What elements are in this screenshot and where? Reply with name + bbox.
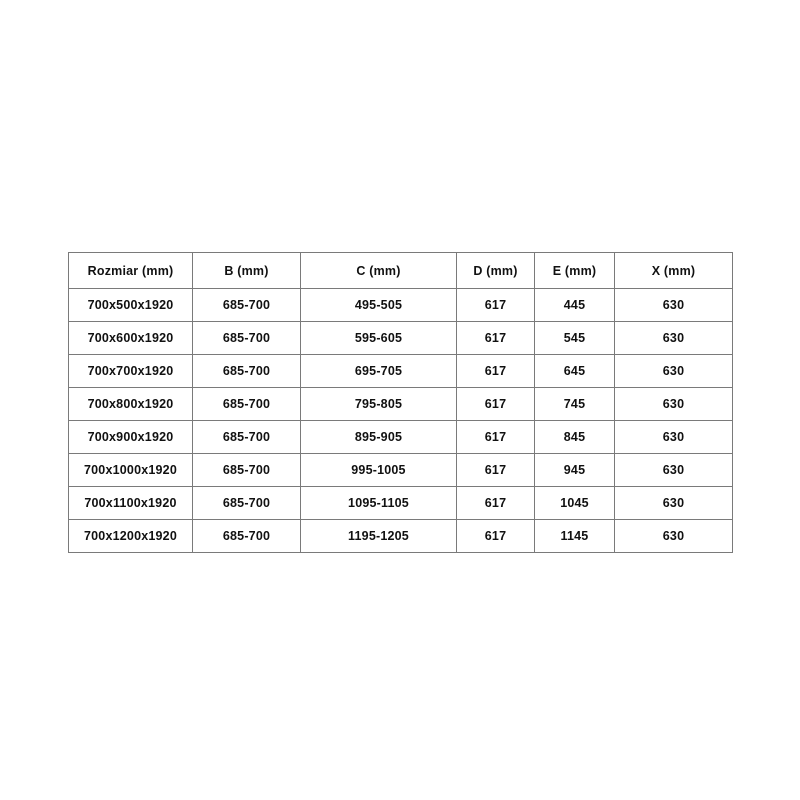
cell-rozmiar: 700x1100x1920 <box>69 487 193 520</box>
cell-e: 645 <box>535 355 615 388</box>
table-row <box>69 520 733 553</box>
cell-x: 630 <box>615 289 733 322</box>
cell-d: 617 <box>457 421 535 454</box>
cell-x: 630 <box>615 322 733 355</box>
cell-d: 617 <box>457 289 535 322</box>
cell-rozmiar: 700x1000x1920 <box>69 454 193 487</box>
cell-c: 495-505 <box>301 289 457 322</box>
table-row <box>69 454 733 487</box>
table-row <box>69 421 733 454</box>
cell-b: 685-700 <box>193 355 301 388</box>
cell-d: 617 <box>457 388 535 421</box>
column-header-rozmiar: Rozmiar (mm) <box>69 253 193 289</box>
cell-d: 617 <box>457 520 535 553</box>
cell-rozmiar: 700x1200x1920 <box>69 520 193 553</box>
cell-c: 1095-1105 <box>301 487 457 520</box>
cell-c: 595-605 <box>301 322 457 355</box>
cell-b: 685-700 <box>193 454 301 487</box>
cell-b: 685-700 <box>193 421 301 454</box>
cell-c: 895-905 <box>301 421 457 454</box>
cell-d: 617 <box>457 454 535 487</box>
cell-x: 630 <box>615 520 733 553</box>
cell-rozmiar: 700x500x1920 <box>69 289 193 322</box>
table-body <box>69 289 733 553</box>
column-header-d: D (mm) <box>457 253 535 289</box>
column-header-c: C (mm) <box>301 253 457 289</box>
cell-x: 630 <box>615 388 733 421</box>
cell-e: 445 <box>535 289 615 322</box>
cell-rozmiar: 700x800x1920 <box>69 388 193 421</box>
cell-e: 545 <box>535 322 615 355</box>
cell-d: 617 <box>457 322 535 355</box>
cell-x: 630 <box>615 454 733 487</box>
cell-c: 995-1005 <box>301 454 457 487</box>
cell-b: 685-700 <box>193 388 301 421</box>
column-header-e: E (mm) <box>535 253 615 289</box>
cell-x: 630 <box>615 421 733 454</box>
cell-c: 1195-1205 <box>301 520 457 553</box>
cell-d: 617 <box>457 355 535 388</box>
cell-rozmiar: 700x700x1920 <box>69 355 193 388</box>
specification-table-container <box>68 252 732 553</box>
cell-rozmiar: 700x600x1920 <box>69 322 193 355</box>
cell-e: 1045 <box>535 487 615 520</box>
table-row <box>69 487 733 520</box>
cell-b: 685-700 <box>193 520 301 553</box>
cell-rozmiar: 700x900x1920 <box>69 421 193 454</box>
table-row <box>69 289 733 322</box>
table-header-row <box>69 253 733 289</box>
cell-c: 795-805 <box>301 388 457 421</box>
table-header <box>69 253 733 289</box>
cell-e: 945 <box>535 454 615 487</box>
cell-x: 630 <box>615 487 733 520</box>
cell-x: 630 <box>615 355 733 388</box>
table-row <box>69 322 733 355</box>
table-row <box>69 388 733 421</box>
cell-d: 617 <box>457 487 535 520</box>
cell-e: 745 <box>535 388 615 421</box>
column-header-b: B (mm) <box>193 253 301 289</box>
specification-table <box>68 252 733 553</box>
cell-b: 685-700 <box>193 322 301 355</box>
cell-b: 685-700 <box>193 487 301 520</box>
cell-c: 695-705 <box>301 355 457 388</box>
cell-e: 1145 <box>535 520 615 553</box>
table-row <box>69 355 733 388</box>
column-header-x: X (mm) <box>615 253 733 289</box>
cell-e: 845 <box>535 421 615 454</box>
cell-b: 685-700 <box>193 289 301 322</box>
